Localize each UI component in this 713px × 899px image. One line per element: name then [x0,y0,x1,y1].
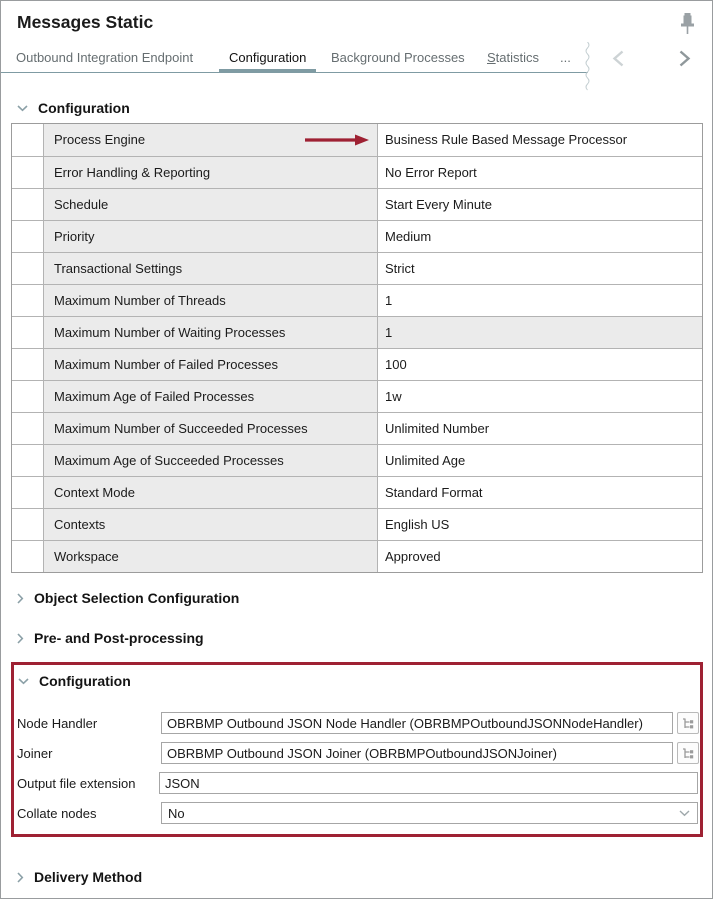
property-label: Process Engine [43,124,377,156]
property-value[interactable]: Strict [377,252,702,284]
output-file-extension-label: Output file extension [17,776,136,791]
property-label: Priority [43,220,377,252]
property-label: Contexts [43,508,377,540]
property-label: Context Mode [43,476,377,508]
chevron-right-icon [17,872,24,883]
node-handler-tree-select-icon[interactable] [677,712,699,734]
section-label: Object Selection Configuration [34,590,240,606]
section-configuration-inner[interactable] [18,673,131,689]
joiner-label: Joiner [17,746,53,761]
highlighted-configuration-panel [11,662,703,837]
tab-overflow-divider [583,42,592,96]
row-selector[interactable] [12,124,43,156]
row-selector[interactable] [12,284,43,316]
chevron-right-icon [17,633,24,644]
property-value[interactable]: Start Every Minute [377,188,702,220]
configuration-properties-table [11,123,703,573]
section-label: Configuration [38,100,130,116]
section-label: Delivery Method [34,869,143,885]
pin-icon[interactable] [680,13,698,37]
property-label: Maximum Number of Waiting Processes [43,316,377,348]
row-selector[interactable] [12,380,43,412]
joiner-tree-select-icon[interactable] [677,742,699,764]
property-value[interactable]: Approved [377,540,702,572]
page-title: Messages Static [17,12,154,32]
property-label: Maximum Number of Failed Processes [43,348,377,380]
property-label: Maximum Age of Failed Processes [43,380,377,412]
property-label: Schedule [43,188,377,220]
tab-more[interactable]: ... [560,50,571,65]
row-selector[interactable] [12,412,43,444]
property-value[interactable]: Unlimited Age [377,444,702,476]
row-selector[interactable] [12,156,43,188]
tab-statistics[interactable] [487,50,539,65]
chevron-down-icon [679,810,690,817]
chevron-down-icon [17,105,28,112]
row-selector[interactable] [12,444,43,476]
tab-statistics-rest: tatistics [495,50,540,65]
section-label: Pre- and Post-processing [34,630,204,646]
property-label: Error Handling & Reporting [43,156,377,188]
section-configuration[interactable] [17,100,130,116]
output-file-extension-input[interactable] [159,772,698,794]
chevron-left-icon[interactable] [612,50,626,67]
section-label: Configuration [39,673,131,689]
property-label: Workspace [43,540,377,572]
tab-background-processes[interactable]: Background Processes [331,50,465,65]
node-handler-label: Node Handler [17,716,98,731]
row-selector[interactable] [12,540,43,572]
property-value[interactable]: Business Rule Based Message Processor [377,124,702,156]
property-value[interactable]: Unlimited Number [377,412,702,444]
property-value[interactable]: 1w [377,380,702,412]
chevron-right-icon[interactable] [679,50,693,67]
property-label: Transactional Settings [43,252,377,284]
joiner-input[interactable] [161,742,673,764]
property-value[interactable]: Medium [377,220,702,252]
property-value[interactable]: 1 [377,316,702,348]
active-tab-indicator [219,69,316,73]
row-selector[interactable] [12,508,43,540]
property-label: Maximum Number of Succeeded Processes [43,412,377,444]
row-selector[interactable] [12,316,43,348]
row-selector[interactable] [12,476,43,508]
property-value[interactable]: English US [377,508,702,540]
red-arrow-icon [305,134,369,146]
property-label: Maximum Number of Threads [43,284,377,316]
tab-outbound-integration-endpoint[interactable]: Outbound Integration Endpoint [16,50,194,65]
chevron-down-icon [18,678,29,685]
chevron-right-icon [17,593,24,604]
row-selector[interactable] [12,252,43,284]
collate-nodes-select[interactable] [161,802,698,824]
node-handler-input[interactable] [161,712,673,734]
property-value[interactable]: No Error Report [377,156,702,188]
section-delivery-method[interactable] [17,869,142,885]
row-selector[interactable] [12,348,43,380]
row-selector[interactable] [12,188,43,220]
property-label: Maximum Age of Succeeded Processes [43,444,377,476]
property-value[interactable]: 100 [377,348,702,380]
tab-statistics-accelerator: S [487,50,496,65]
collate-nodes-label: Collate nodes [17,806,97,821]
property-value[interactable]: Standard Format [377,476,702,508]
section-pre-and-post-processing[interactable] [17,630,204,646]
row-selector[interactable] [12,220,43,252]
property-value[interactable]: 1 [377,284,702,316]
section-object-selection-configuration[interactable] [17,590,239,606]
selected-option: No [168,805,185,821]
tab-configuration[interactable]: Configuration [229,50,307,65]
